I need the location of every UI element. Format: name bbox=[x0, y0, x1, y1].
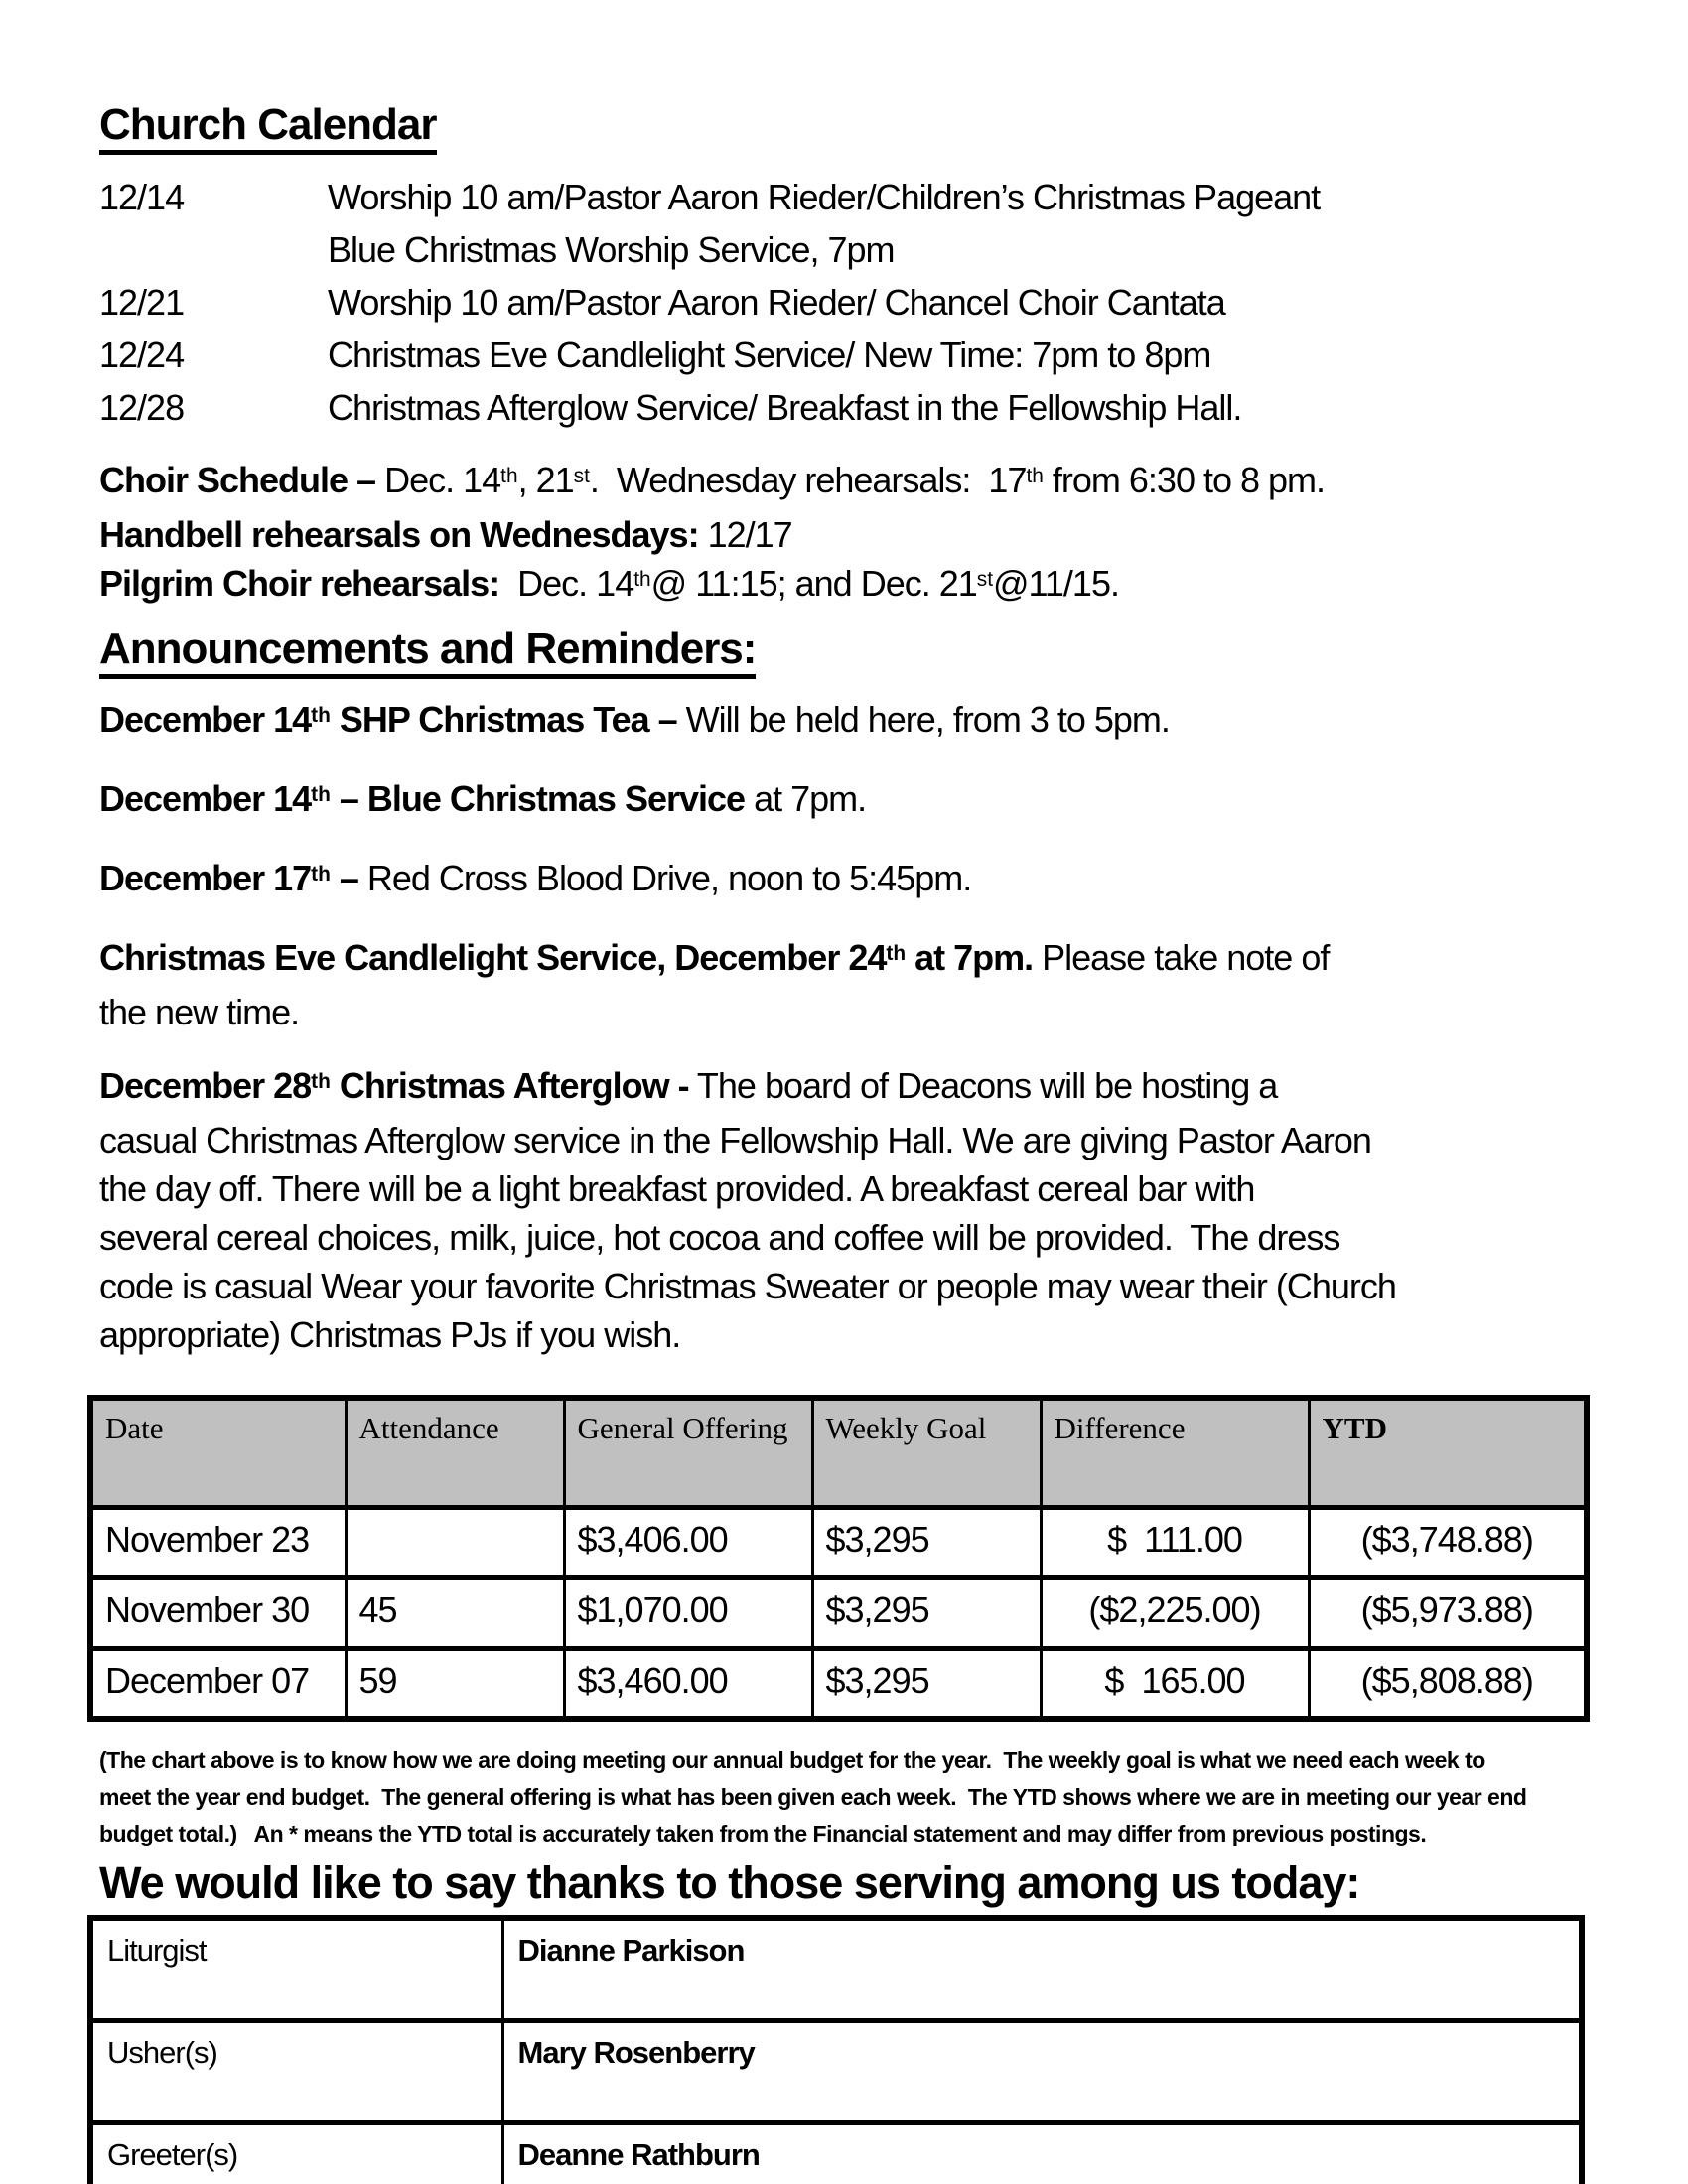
calendar-description bbox=[328, 381, 1599, 434]
announcement-line: several cereal choices, milk, juice, hot cocoa and coffee will be provided. The dress bbox=[99, 1217, 1340, 1258]
serving-table bbox=[87, 1915, 1585, 2184]
finance-cell-weekly-goal: $3,295 bbox=[812, 1649, 1041, 1720]
announcements-list bbox=[99, 695, 1599, 1359]
pilgrim-choir-line: Pilgrim Choir rehearsals: Dec. 14th@ 11:15; and Dec. 21st@11/15. bbox=[99, 563, 1119, 604]
finance-note-line: (The chart above is to know how we are doing meeting our annual budget for the year. The weekly goal is what we need each week to bbox=[99, 1747, 1485, 1773]
finance-cell-date: December 07 bbox=[90, 1649, 346, 1720]
calendar-description bbox=[328, 171, 1599, 276]
announcement-line: code is casual Wear your favorite Christmas Sweater or people may wear their (Church bbox=[99, 1266, 1396, 1306]
finance-note-line: meet the year end budget. The general offering is what has been given each week. The YTD shows where we are in meeting our year end bbox=[99, 1784, 1527, 1810]
announcement-line: casual Christmas Afterglow service in the Fellowship Hall. We are giving Pastor Aaron bbox=[99, 1120, 1371, 1160]
calendar-date: 12/28 bbox=[99, 387, 185, 428]
finance-cell-general-offering: $3,406.00 bbox=[564, 1508, 812, 1578]
announcement-blood-drive bbox=[99, 854, 1599, 908]
announcement-line: the new time. bbox=[99, 992, 300, 1032]
announcement-line: Christmas Eve Candlelight Service, December 24th at 7pm. Please take note of bbox=[99, 937, 1330, 978]
finance-cell-attendance bbox=[346, 1508, 564, 1578]
calendar-date: 12/24 bbox=[99, 335, 185, 375]
announcement-line: appropriate) Christmas PJs if you wish. bbox=[99, 1314, 681, 1355]
finance-header-attendance: Attendance bbox=[346, 1398, 564, 1508]
finance-header-weekly-goal: Weekly Goal bbox=[812, 1398, 1041, 1508]
finance-row bbox=[90, 1508, 1587, 1578]
finance-cell-ytd: ($5,973.88) bbox=[1309, 1578, 1587, 1649]
finance-cell-date: November 23 bbox=[90, 1508, 346, 1578]
church-calendar-heading-text: Church Calendar bbox=[99, 103, 437, 155]
announcement-line: December 14th – Blue Christmas Service at 7pm. bbox=[99, 778, 867, 819]
finance-cell-date: November 30 bbox=[90, 1578, 346, 1649]
announcement-line: the day off. There will be a light breakfast provided. A breakfast cereal bar with bbox=[99, 1168, 1255, 1209]
calendar-description bbox=[328, 329, 1599, 381]
finance-table-header bbox=[90, 1398, 1587, 1508]
calendar-entry bbox=[99, 329, 1599, 381]
announcements-heading-text: Announcements and Reminders: bbox=[99, 627, 756, 679]
announcement-blue-christmas bbox=[99, 774, 1599, 829]
announcement-candlelight-service bbox=[99, 933, 1599, 1036]
finance-cell-ytd: ($3,748.88) bbox=[1309, 1508, 1587, 1578]
calendar-entry bbox=[99, 171, 1599, 276]
finance-cell-weekly-goal: $3,295 bbox=[812, 1508, 1041, 1578]
announcement-christmas-afterglow bbox=[99, 1061, 1599, 1359]
announcement-line: December 28th Christmas Afterglow - The board of Deacons will be hosting a bbox=[99, 1065, 1278, 1106]
finance-cell-difference: ($2,225.00) bbox=[1041, 1578, 1309, 1649]
calendar-description-line: Blue Christmas Worship Service, 7pm bbox=[328, 229, 895, 270]
calendar-description-line: Christmas Eve Candlelight Service/ New Time: 7pm to 8pm bbox=[328, 335, 1211, 375]
finance-header-general-offering: General Offering bbox=[564, 1398, 812, 1508]
finance-cell-weekly-goal: $3,295 bbox=[812, 1578, 1041, 1649]
finance-header-ytd: YTD bbox=[1309, 1398, 1587, 1508]
announcement-shp-tea bbox=[99, 695, 1599, 750]
finance-cell-attendance: 59 bbox=[346, 1649, 564, 1720]
serving-row bbox=[90, 2123, 1582, 2184]
serving-role-liturgist: Liturgist bbox=[90, 1918, 502, 2021]
serving-name: Dianne Parkison bbox=[502, 1918, 1582, 2021]
finance-header-date: Date bbox=[90, 1398, 346, 1508]
finance-note bbox=[99, 1742, 1599, 1852]
calendar-entry bbox=[99, 381, 1599, 434]
calendar-entry bbox=[99, 276, 1599, 329]
choir-schedule-line: Choir Schedule – Dec. 14th, 21st. Wednesday rehearsals: 17th from 6:30 to 8 pm. bbox=[99, 460, 1326, 500]
handbell-rehearsals-line: Handbell rehearsals on Wednesdays: 12/17 bbox=[99, 514, 792, 555]
finance-row bbox=[90, 1649, 1587, 1720]
choir-schedule bbox=[99, 456, 1599, 614]
announcements-heading bbox=[99, 624, 1599, 679]
serving-role-usher: Usher(s) bbox=[90, 2021, 502, 2123]
thanks-heading: We would like to say thanks to those serving among us today: bbox=[99, 1857, 1360, 1908]
announcement-line: December 14th SHP Christmas Tea – Will be held here, from 3 to 5pm. bbox=[99, 699, 1170, 740]
calendar-description-line: Christmas Afterglow Service/ Breakfast in the Fellowship Hall. bbox=[328, 387, 1242, 428]
calendar-description-line: Worship 10 am/Pastor Aaron Rieder/ Chancel Choir Cantata bbox=[328, 282, 1225, 323]
serving-name: Mary Rosenberry bbox=[502, 2021, 1582, 2123]
finance-cell-difference: $ 111.00 bbox=[1041, 1508, 1309, 1578]
calendar-date: 12/21 bbox=[99, 282, 185, 323]
calendar-description bbox=[328, 276, 1599, 329]
church-calendar-heading bbox=[99, 100, 1599, 155]
serving-row bbox=[90, 1918, 1582, 2021]
finance-header-row bbox=[90, 1398, 1587, 1508]
serving-row bbox=[90, 2021, 1582, 2123]
finance-cell-attendance: 45 bbox=[346, 1578, 564, 1649]
finance-row bbox=[90, 1578, 1587, 1649]
serving-role-greeter: Greeter(s) bbox=[90, 2123, 502, 2184]
announcement-line: December 17th – Red Cross Blood Drive, noon to 5:45pm. bbox=[99, 858, 972, 898]
finance-note-line: budget total.) An * means the YTD total is accurately taken from the Financial statement and may differ from previous postings. bbox=[99, 1821, 1427, 1846]
finance-cell-ytd: ($5,808.88) bbox=[1309, 1649, 1587, 1720]
finance-table bbox=[87, 1395, 1590, 1722]
serving-name: Deanne Rathburn bbox=[502, 2123, 1582, 2184]
finance-cell-difference: $ 165.00 bbox=[1041, 1649, 1309, 1720]
finance-cell-general-offering: $3,460.00 bbox=[564, 1649, 812, 1720]
calendar-date: 12/14 bbox=[99, 177, 185, 217]
finance-header-difference: Difference bbox=[1041, 1398, 1309, 1508]
calendar-description-line: Worship 10 am/Pastor Aaron Rieder/Children’s Christmas Pageant bbox=[328, 177, 1321, 217]
church-calendar-list bbox=[99, 171, 1599, 434]
finance-cell-general-offering: $1,070.00 bbox=[564, 1578, 812, 1649]
